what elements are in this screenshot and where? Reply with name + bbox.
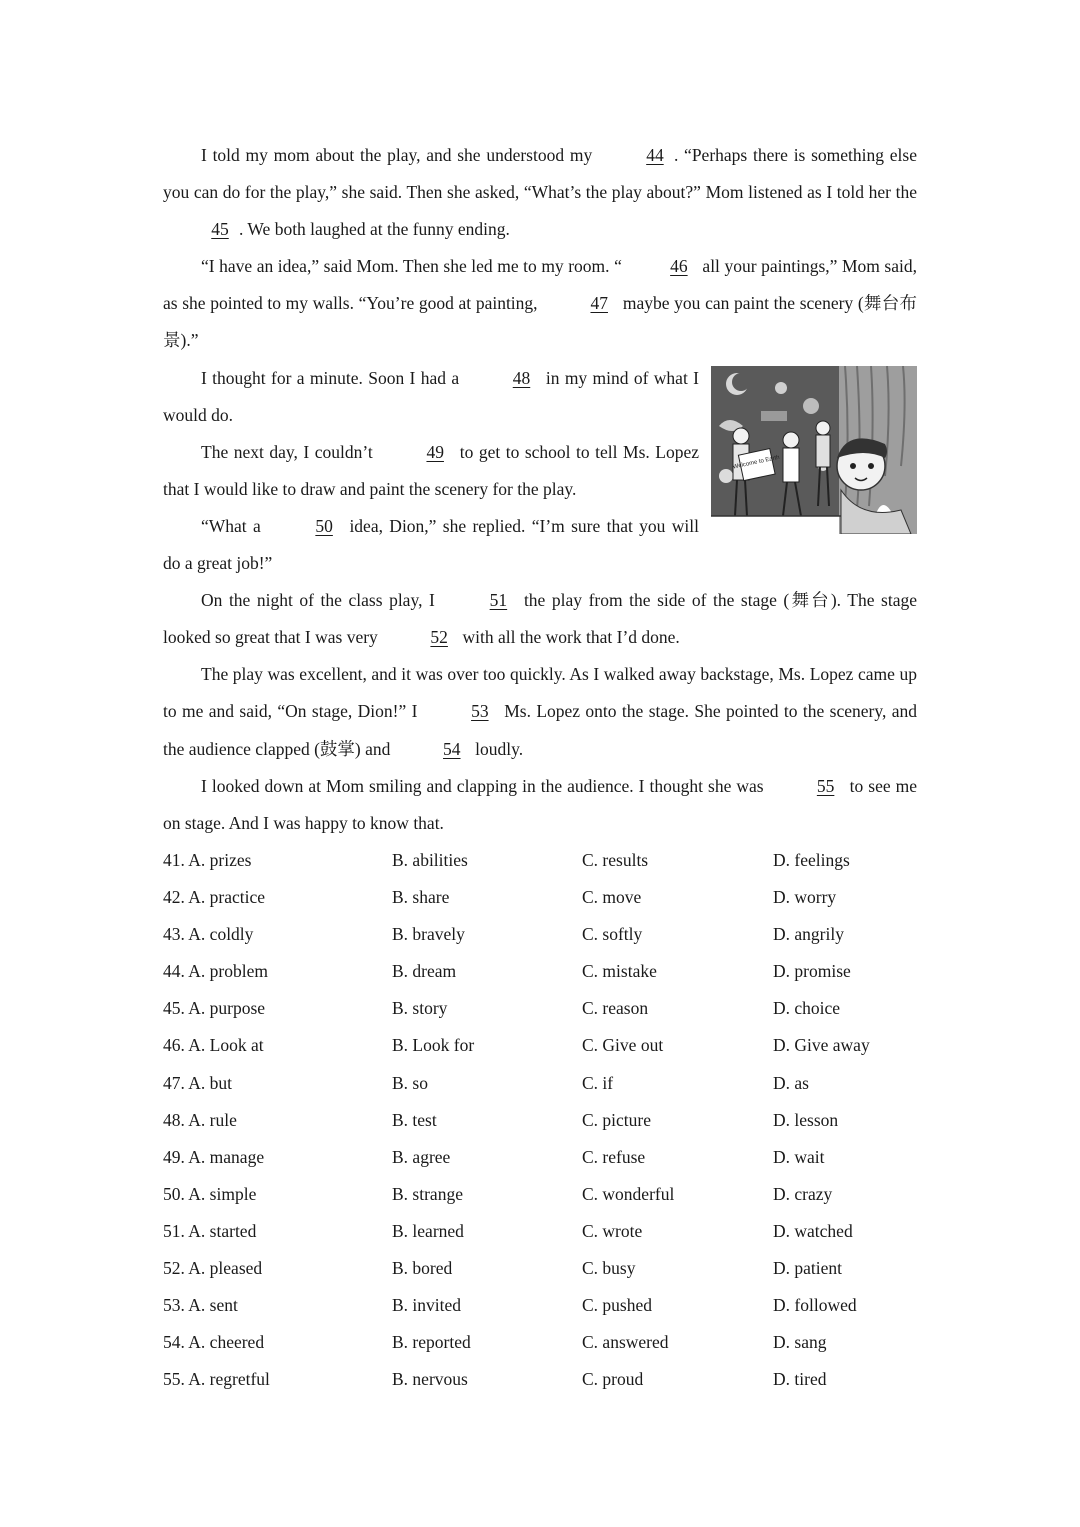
paragraph-3: I thought for a minute. Soon I had a 48 in my mind of what I would do. xyxy=(163,360,917,434)
blank-51: 51 xyxy=(489,590,508,611)
option: B. share xyxy=(392,887,450,908)
sign-text: Welcome to Earth xyxy=(732,454,781,471)
option: B. test xyxy=(392,1109,437,1130)
option: B. reported xyxy=(392,1332,471,1353)
option: B. learned xyxy=(392,1220,464,1241)
paragraph-8: I looked down at Mom smiling and clapping in the audience. I thought she was 55 to see me on stage. And I was happy to know that. xyxy=(163,768,917,842)
option-row-53 xyxy=(163,1287,923,1324)
option: B. story xyxy=(392,998,448,1019)
option: 41. A. prizes xyxy=(163,850,252,870)
option: C. picture xyxy=(582,1109,652,1130)
blank-53: 53 xyxy=(471,701,489,722)
paragraph-4: The next day, I couldn’t 49 to get to school to tell Ms. Lopez that I would like to draw and paint the scenery for the play. xyxy=(163,434,917,508)
answer-options xyxy=(163,842,923,1398)
option: B. bravely xyxy=(392,924,465,945)
option-row-43 xyxy=(163,916,923,953)
option: D. followed xyxy=(773,1295,857,1316)
option-row-46 xyxy=(163,1027,923,1064)
paragraph-1: I told my mom about the play, and she understood my 44 . “Perhaps there is something else you can do for the play,” she said. Then she asked, “What’s the play about?” Mom listened as I told her the 45 . We both laughed at the funny ending. xyxy=(163,137,917,248)
option: B. strange xyxy=(392,1183,463,1204)
option: C. softly xyxy=(582,924,643,945)
option-row-48 xyxy=(163,1102,923,1139)
option-row-50 xyxy=(163,1176,923,1213)
option: 46. A. Look at xyxy=(163,1035,264,1056)
option: 53. A. sent xyxy=(163,1295,238,1316)
option: C. mistake xyxy=(582,961,657,982)
option: 49. A. manage xyxy=(163,1146,265,1167)
option: D. tired xyxy=(773,1369,827,1390)
option: 50. A. simple xyxy=(163,1183,257,1204)
option: B. so xyxy=(392,1072,428,1093)
option: D. crazy xyxy=(773,1183,833,1204)
option-row-42 xyxy=(163,879,923,916)
option: C. proud xyxy=(582,1369,644,1390)
option: C. answered xyxy=(582,1332,669,1353)
option: B. nervous xyxy=(392,1369,468,1390)
option: C. wonderful xyxy=(582,1183,675,1204)
option: B. dream xyxy=(392,961,457,982)
paragraph-5: “What a 50 idea, Dion,” she replied. “I’m sure that you will do a great job!” xyxy=(163,508,917,582)
blank-54: 54 xyxy=(443,738,461,759)
option: C. reason xyxy=(582,998,649,1019)
option: 48. A. rule xyxy=(163,1109,237,1130)
paragraph-6: On the night of the class play, I 51 the play from the side of the stage (舞台). The stage looked so great that I was very 52 with all the work that I’d done. xyxy=(163,582,917,656)
blank-45: 45 xyxy=(211,219,229,240)
option: C. busy xyxy=(582,1258,636,1279)
option: B. agree xyxy=(392,1146,451,1167)
blank-46: 46 xyxy=(670,256,688,277)
option-row-45 xyxy=(163,990,923,1027)
blank-47: 47 xyxy=(590,293,608,314)
blank-44: 44 xyxy=(646,145,664,165)
option: D. Give away xyxy=(773,1035,870,1056)
option-row-51 xyxy=(163,1213,923,1250)
paragraph-7: The play was excellent, and it was over too quickly. As I walked away backstage, Ms. Lopez came up to me and said, “On stage, Dion!” I 53 Ms. Lopez onto the stage. She pointed to the scenery, and the audience clapped (鼓掌) and 54 loudly. xyxy=(163,656,917,767)
option: D. wait xyxy=(773,1146,825,1167)
option-row-47 xyxy=(163,1065,923,1102)
option: D. worry xyxy=(773,887,837,908)
option: 51. A. started xyxy=(163,1220,257,1241)
blank-48: 48 xyxy=(512,367,531,388)
option: C. results xyxy=(582,850,649,870)
option-row-55 xyxy=(163,1361,923,1398)
blank-55: 55 xyxy=(816,775,835,796)
option: D. watched xyxy=(773,1220,853,1241)
option: B. invited xyxy=(392,1295,462,1316)
option: D. choice xyxy=(773,998,841,1019)
blank-52: 52 xyxy=(430,627,448,648)
option: 55. A. regretful xyxy=(163,1369,270,1390)
passage xyxy=(163,137,917,842)
option: C. move xyxy=(582,887,642,908)
option-row-44 xyxy=(163,953,923,990)
option: D. promise xyxy=(773,961,851,982)
option-row-49 xyxy=(163,1139,923,1176)
option: B. Look for xyxy=(392,1035,475,1056)
option: D. angrily xyxy=(773,924,844,945)
option: 47. A. but xyxy=(163,1072,233,1093)
option: D. lesson xyxy=(773,1109,839,1130)
option: C. pushed xyxy=(582,1295,652,1316)
option: B. abilities xyxy=(392,850,468,870)
blank-50: 50 xyxy=(315,515,333,536)
option: D. as xyxy=(773,1072,809,1093)
option-row-54 xyxy=(163,1324,923,1361)
option-row-52 xyxy=(163,1250,923,1287)
option-row-41 xyxy=(163,842,923,879)
option: 52. A. pleased xyxy=(163,1258,263,1279)
option: C. Give out xyxy=(582,1035,664,1056)
option: C. refuse xyxy=(582,1146,646,1167)
option: D. patient xyxy=(773,1258,843,1279)
option: 54. A. cheered xyxy=(163,1332,265,1353)
stage-illustration-image xyxy=(711,366,917,534)
option: D. sang xyxy=(773,1332,827,1353)
stage-illustration xyxy=(711,366,917,534)
option: B. bored xyxy=(392,1258,453,1279)
option: 45. A. purpose xyxy=(163,998,266,1019)
blank-49: 49 xyxy=(426,441,444,462)
option: C. if xyxy=(582,1072,614,1093)
option: 44. A. problem xyxy=(163,961,268,982)
option: C. wrote xyxy=(582,1220,643,1241)
option: 42. A. practice xyxy=(163,887,266,908)
paragraph-2: “I have an idea,” said Mom. Then she led me to my room. “ 46 all your paintings,” Mom said, as she pointed to my walls. “You’re good at painting, 47 maybe you can paint the scenery (舞台布景).” xyxy=(163,248,917,359)
option: D. feelings xyxy=(773,850,850,870)
option: 43. A. coldly xyxy=(163,924,254,945)
